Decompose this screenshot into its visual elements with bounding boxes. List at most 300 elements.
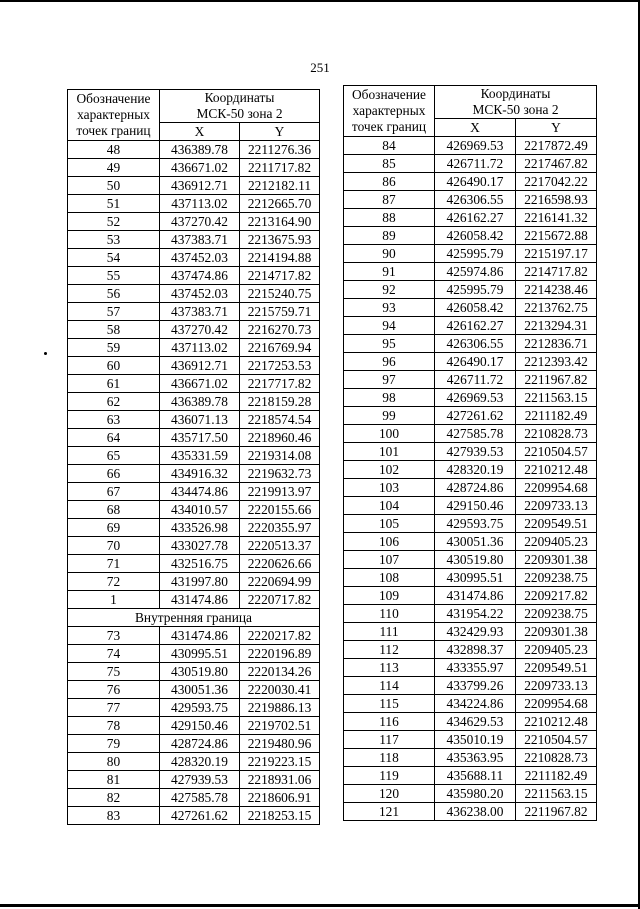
point-number-cell: 113 [344, 659, 435, 677]
y-coordinate-cell: 2214717.82 [516, 263, 597, 281]
table-row [344, 371, 597, 389]
table-row [68, 591, 320, 609]
point-number-cell: 68 [68, 501, 160, 519]
table-row [344, 569, 597, 587]
y-coordinate-cell: 2211563.15 [516, 389, 597, 407]
table-row [344, 155, 597, 173]
point-number-cell: 67 [68, 483, 160, 501]
scan-edge-bottom [0, 904, 640, 907]
x-coordinate-cell: 429593.75 [160, 699, 240, 717]
point-number-cell: 1 [68, 591, 160, 609]
y-coordinate-cell: 2210212.48 [516, 461, 597, 479]
y-coordinate-cell: 2211563.15 [516, 785, 597, 803]
table-row [68, 699, 320, 717]
x-coordinate-cell: 437452.03 [160, 249, 240, 267]
x-coordinate-cell: 426969.53 [435, 389, 516, 407]
x-coordinate-cell: 433526.98 [160, 519, 240, 537]
x-coordinate-cell: 429593.75 [435, 515, 516, 533]
table-row [344, 533, 597, 551]
point-number-cell: 73 [68, 627, 160, 645]
table-row [68, 573, 320, 591]
table-row [68, 501, 320, 519]
point-number-cell: 70 [68, 537, 160, 555]
x-coordinate-cell: 430051.36 [160, 681, 240, 699]
point-number-cell: 93 [344, 299, 435, 317]
y-coordinate-cell: 2210504.57 [516, 443, 597, 461]
point-number-cell: 53 [68, 231, 160, 249]
point-number-cell: 86 [344, 173, 435, 191]
designation-header-line: Обозначение [76, 91, 151, 106]
y-column-header: Y [240, 123, 320, 141]
table-row [344, 785, 597, 803]
table-row [68, 339, 320, 357]
y-coordinate-cell: 2218253.15 [240, 807, 320, 825]
point-number-cell: 90 [344, 245, 435, 263]
x-coordinate-cell: 426711.72 [435, 155, 516, 173]
x-coordinate-cell: 435980.20 [435, 785, 516, 803]
x-coordinate-cell: 425995.79 [435, 281, 516, 299]
x-coordinate-cell: 436912.71 [160, 357, 240, 375]
section-row [68, 609, 320, 627]
y-coordinate-cell: 2210828.73 [516, 425, 597, 443]
x-coordinate-cell: 433027.78 [160, 537, 240, 555]
point-number-cell: 51 [68, 195, 160, 213]
x-coordinate-cell: 427585.78 [160, 789, 240, 807]
table-row [344, 749, 597, 767]
y-coordinate-cell: 2209733.13 [516, 497, 597, 515]
y-coordinate-cell: 2213762.75 [516, 299, 597, 317]
x-coordinate-cell: 431474.86 [160, 591, 240, 609]
designation-header-line: характерных [352, 103, 426, 118]
point-number-cell: 118 [344, 749, 435, 767]
x-coordinate-cell: 432516.75 [160, 555, 240, 573]
point-number-cell: 85 [344, 155, 435, 173]
table-row [344, 263, 597, 281]
designation-header-line: точек границ [76, 123, 151, 138]
x-coordinate-cell: 437270.42 [160, 321, 240, 339]
point-number-cell: 99 [344, 407, 435, 425]
table-row [344, 695, 597, 713]
inner-boundary-label: Внутренняя граница [68, 609, 320, 627]
point-number-cell: 103 [344, 479, 435, 497]
y-coordinate-cell: 2211182.49 [516, 407, 597, 425]
table-header [68, 90, 320, 141]
designation-header [344, 86, 435, 137]
y-coordinate-cell: 2216270.73 [240, 321, 320, 339]
coordinates-header [160, 90, 320, 123]
table-row [344, 209, 597, 227]
point-number-cell: 120 [344, 785, 435, 803]
coordinates-header-line: Координаты [480, 86, 551, 101]
table-row [344, 245, 597, 263]
table-row [68, 285, 320, 303]
point-number-cell: 78 [68, 717, 160, 735]
point-number-cell: 81 [68, 771, 160, 789]
x-coordinate-cell: 430519.80 [435, 551, 516, 569]
table-row [344, 353, 597, 371]
y-coordinate-cell: 2213675.93 [240, 231, 320, 249]
x-coordinate-cell: 434916.32 [160, 465, 240, 483]
y-coordinate-cell: 2220694.99 [240, 573, 320, 591]
point-number-cell: 50 [68, 177, 160, 195]
point-number-cell: 101 [344, 443, 435, 461]
point-number-cell: 65 [68, 447, 160, 465]
y-coordinate-cell: 2220217.82 [240, 627, 320, 645]
table-row [344, 281, 597, 299]
table-row [344, 173, 597, 191]
table-row [344, 659, 597, 677]
table-row [68, 519, 320, 537]
point-number-cell: 89 [344, 227, 435, 245]
y-coordinate-cell: 2218574.54 [240, 411, 320, 429]
x-coordinate-cell: 436071.13 [160, 411, 240, 429]
table-row [68, 537, 320, 555]
y-coordinate-cell: 2220355.97 [240, 519, 320, 537]
point-number-cell: 83 [68, 807, 160, 825]
x-coordinate-cell: 436912.71 [160, 177, 240, 195]
point-number-cell: 110 [344, 605, 435, 623]
point-number-cell: 56 [68, 285, 160, 303]
point-number-cell: 100 [344, 425, 435, 443]
table-row [68, 429, 320, 447]
y-coordinate-cell: 2220134.26 [240, 663, 320, 681]
x-coordinate-cell: 426711.72 [435, 371, 516, 389]
point-number-cell: 94 [344, 317, 435, 335]
point-number-cell: 69 [68, 519, 160, 537]
point-number-cell: 59 [68, 339, 160, 357]
y-coordinate-cell: 2209954.68 [516, 479, 597, 497]
x-coordinate-cell: 430995.51 [160, 645, 240, 663]
point-number-cell: 80 [68, 753, 160, 771]
x-coordinate-cell: 437452.03 [160, 285, 240, 303]
y-coordinate-cell: 2217872.49 [516, 137, 597, 155]
x-coordinate-cell: 431954.22 [435, 605, 516, 623]
point-number-cell: 76 [68, 681, 160, 699]
point-number-cell: 114 [344, 677, 435, 695]
y-coordinate-cell: 2212182.11 [240, 177, 320, 195]
y-coordinate-cell: 2211276.36 [240, 141, 320, 159]
x-coordinate-cell: 428320.19 [435, 461, 516, 479]
table-row [344, 731, 597, 749]
x-coordinate-cell: 426162.27 [435, 317, 516, 335]
table-row [68, 231, 320, 249]
y-column-header: Y [516, 119, 597, 137]
y-coordinate-cell: 2210504.57 [516, 731, 597, 749]
point-number-cell: 57 [68, 303, 160, 321]
x-coordinate-cell: 429150.46 [435, 497, 516, 515]
table-row [68, 249, 320, 267]
point-number-cell: 109 [344, 587, 435, 605]
x-coordinate-cell: 437113.02 [160, 339, 240, 357]
point-number-cell: 54 [68, 249, 160, 267]
point-number-cell: 58 [68, 321, 160, 339]
y-coordinate-cell: 2209549.51 [516, 515, 597, 533]
designation-header-line: Обозначение [352, 87, 426, 102]
y-coordinate-cell: 2209405.23 [516, 533, 597, 551]
point-number-cell: 64 [68, 429, 160, 447]
point-number-cell: 111 [344, 623, 435, 641]
y-coordinate-cell: 2209549.51 [516, 659, 597, 677]
table-row [344, 461, 597, 479]
coordinates-table-right [343, 85, 597, 821]
y-coordinate-cell: 2209405.23 [516, 641, 597, 659]
x-coordinate-cell: 430995.51 [435, 569, 516, 587]
coordinates-header-line: Координаты [204, 90, 275, 105]
x-coordinate-cell: 437383.71 [160, 231, 240, 249]
y-coordinate-cell: 2209954.68 [516, 695, 597, 713]
table-row [344, 407, 597, 425]
x-coordinate-cell: 433355.97 [435, 659, 516, 677]
x-coordinate-cell: 436389.78 [160, 141, 240, 159]
table-row [68, 753, 320, 771]
y-coordinate-cell: 2216141.32 [516, 209, 597, 227]
point-number-cell: 74 [68, 645, 160, 663]
y-coordinate-cell: 2217042.22 [516, 173, 597, 191]
table-row [68, 177, 320, 195]
table-row [344, 515, 597, 533]
point-number-cell: 84 [344, 137, 435, 155]
x-coordinate-cell: 437474.86 [160, 267, 240, 285]
x-coordinate-cell: 436671.02 [160, 159, 240, 177]
x-coordinate-cell: 428724.86 [160, 735, 240, 753]
table-row [344, 425, 597, 443]
x-coordinate-cell: 429150.46 [160, 717, 240, 735]
point-number-cell: 52 [68, 213, 160, 231]
x-coordinate-cell: 436671.02 [160, 375, 240, 393]
x-coordinate-cell: 432898.37 [435, 641, 516, 659]
x-coordinate-cell: 431997.80 [160, 573, 240, 591]
y-coordinate-cell: 2219223.15 [240, 753, 320, 771]
x-coordinate-cell: 426162.27 [435, 209, 516, 227]
y-coordinate-cell: 2220717.82 [240, 591, 320, 609]
y-coordinate-cell: 2220626.66 [240, 555, 320, 573]
y-coordinate-cell: 2215240.75 [240, 285, 320, 303]
x-coordinate-cell: 427261.62 [435, 407, 516, 425]
y-coordinate-cell: 2219632.73 [240, 465, 320, 483]
page-number: 251 [310, 60, 330, 75]
designation-header [68, 90, 160, 141]
y-coordinate-cell: 2211967.82 [516, 371, 597, 389]
table-header [344, 86, 597, 137]
point-number-cell: 48 [68, 141, 160, 159]
y-coordinate-cell: 2217253.53 [240, 357, 320, 375]
point-number-cell: 63 [68, 411, 160, 429]
table-row [68, 627, 320, 645]
table-row [344, 713, 597, 731]
table-row [344, 443, 597, 461]
table-row [68, 465, 320, 483]
y-coordinate-cell: 2209733.13 [516, 677, 597, 695]
y-coordinate-cell: 2220513.37 [240, 537, 320, 555]
x-coordinate-cell: 435331.59 [160, 447, 240, 465]
point-number-cell: 72 [68, 573, 160, 591]
x-coordinate-cell: 425995.79 [435, 245, 516, 263]
y-coordinate-cell: 2211967.82 [516, 803, 597, 821]
point-number-cell: 87 [344, 191, 435, 209]
table-row [344, 641, 597, 659]
point-number-cell: 104 [344, 497, 435, 515]
x-coordinate-cell: 435717.50 [160, 429, 240, 447]
x-coordinate-cell: 434224.86 [435, 695, 516, 713]
y-coordinate-cell: 2220196.89 [240, 645, 320, 663]
table-row [68, 141, 320, 159]
x-coordinate-cell: 425974.86 [435, 263, 516, 281]
table-row [344, 317, 597, 335]
table-row [68, 771, 320, 789]
y-coordinate-cell: 2209238.75 [516, 605, 597, 623]
y-coordinate-cell: 2216769.94 [240, 339, 320, 357]
y-coordinate-cell: 2212393.42 [516, 353, 597, 371]
x-coordinate-cell: 435688.11 [435, 767, 516, 785]
point-number-cell: 121 [344, 803, 435, 821]
point-number-cell: 66 [68, 465, 160, 483]
x-coordinate-cell: 435010.19 [435, 731, 516, 749]
x-coordinate-cell: 426306.55 [435, 191, 516, 209]
table-row [68, 447, 320, 465]
designation-header-line: характерных [77, 107, 150, 122]
table-row [68, 555, 320, 573]
table-row [68, 807, 320, 825]
x-coordinate-cell: 427939.53 [435, 443, 516, 461]
y-coordinate-cell: 2218159.28 [240, 393, 320, 411]
table-row [68, 483, 320, 501]
point-number-cell: 79 [68, 735, 160, 753]
table-row [344, 389, 597, 407]
x-coordinate-cell: 432429.93 [435, 623, 516, 641]
coordinates-header-line: МСК-50 зона 2 [472, 102, 559, 117]
table-row [68, 267, 320, 285]
point-number-cell: 107 [344, 551, 435, 569]
table-row [344, 803, 597, 821]
y-coordinate-cell: 2219314.08 [240, 447, 320, 465]
y-coordinate-cell: 2220030.41 [240, 681, 320, 699]
y-coordinate-cell: 2219702.51 [240, 717, 320, 735]
x-column-header: X [435, 119, 516, 137]
table-row [68, 213, 320, 231]
table-row [68, 645, 320, 663]
table-row [68, 789, 320, 807]
table-row [344, 551, 597, 569]
y-coordinate-cell: 2213164.90 [240, 213, 320, 231]
table-row [68, 375, 320, 393]
x-coordinate-cell: 426058.42 [435, 299, 516, 317]
y-coordinate-cell: 2209301.38 [516, 623, 597, 641]
x-coordinate-cell: 436389.78 [160, 393, 240, 411]
y-coordinate-cell: 2215197.17 [516, 245, 597, 263]
x-coordinate-cell: 434010.57 [160, 501, 240, 519]
point-number-cell: 95 [344, 335, 435, 353]
x-coordinate-cell: 427261.62 [160, 807, 240, 825]
y-coordinate-cell: 2210828.73 [516, 749, 597, 767]
x-coordinate-cell: 431474.86 [160, 627, 240, 645]
x-coordinate-cell: 430519.80 [160, 663, 240, 681]
y-coordinate-cell: 2218931.06 [240, 771, 320, 789]
y-coordinate-cell: 2219480.96 [240, 735, 320, 753]
x-coordinate-cell: 437113.02 [160, 195, 240, 213]
table-row [68, 393, 320, 411]
y-coordinate-cell: 2215672.88 [516, 227, 597, 245]
scan-speck [44, 352, 47, 355]
point-number-cell: 88 [344, 209, 435, 227]
y-coordinate-cell: 2212665.70 [240, 195, 320, 213]
table-row [68, 303, 320, 321]
y-coordinate-cell: 2210212.48 [516, 713, 597, 731]
x-coordinate-cell: 434629.53 [435, 713, 516, 731]
inner-boundary-section [68, 609, 320, 627]
y-coordinate-cell: 2214717.82 [240, 267, 320, 285]
x-coordinate-cell: 426490.17 [435, 173, 516, 191]
table-row [344, 227, 597, 245]
point-number-cell: 105 [344, 515, 435, 533]
point-number-cell: 75 [68, 663, 160, 681]
point-number-cell: 115 [344, 695, 435, 713]
coordinates-table-left [67, 89, 320, 825]
x-coordinate-cell: 426306.55 [435, 335, 516, 353]
table-body [344, 137, 597, 821]
designation-header-line: точек границ [351, 119, 427, 134]
table-row [68, 195, 320, 213]
point-number-cell: 108 [344, 569, 435, 587]
coordinates-header-line: МСК-50 зона 2 [196, 106, 283, 121]
x-coordinate-cell: 433799.26 [435, 677, 516, 695]
table-row [344, 191, 597, 209]
point-number-cell: 97 [344, 371, 435, 389]
y-coordinate-cell: 2211717.82 [240, 159, 320, 177]
y-coordinate-cell: 2211182.49 [516, 767, 597, 785]
y-coordinate-cell: 2213294.31 [516, 317, 597, 335]
y-coordinate-cell: 2214238.46 [516, 281, 597, 299]
y-coordinate-cell: 2218606.91 [240, 789, 320, 807]
x-coordinate-cell: 428320.19 [160, 753, 240, 771]
table-row [68, 159, 320, 177]
x-coordinate-cell: 430051.36 [435, 533, 516, 551]
y-coordinate-cell: 2219886.13 [240, 699, 320, 717]
x-coordinate-cell: 428724.86 [435, 479, 516, 497]
point-number-cell: 71 [68, 555, 160, 573]
y-coordinate-cell: 2215759.71 [240, 303, 320, 321]
table-body-inner [68, 627, 320, 825]
point-number-cell: 117 [344, 731, 435, 749]
y-coordinate-cell: 2218960.46 [240, 429, 320, 447]
table-row [68, 321, 320, 339]
x-coordinate-cell: 437270.42 [160, 213, 240, 231]
table-row [344, 767, 597, 785]
y-coordinate-cell: 2216598.93 [516, 191, 597, 209]
x-coordinate-cell: 426058.42 [435, 227, 516, 245]
table-row [68, 717, 320, 735]
x-coordinate-cell: 431474.86 [435, 587, 516, 605]
table-row [68, 735, 320, 753]
table-row [344, 497, 597, 515]
point-number-cell: 49 [68, 159, 160, 177]
y-coordinate-cell: 2220155.66 [240, 501, 320, 519]
point-number-cell: 60 [68, 357, 160, 375]
x-coordinate-cell: 426490.17 [435, 353, 516, 371]
point-number-cell: 116 [344, 713, 435, 731]
table-row [344, 335, 597, 353]
y-coordinate-cell: 2209301.38 [516, 551, 597, 569]
point-number-cell: 82 [68, 789, 160, 807]
x-coordinate-cell: 435363.95 [435, 749, 516, 767]
y-coordinate-cell: 2217467.82 [516, 155, 597, 173]
x-coordinate-cell: 436238.00 [435, 803, 516, 821]
table-body-outer [68, 141, 320, 609]
point-number-cell: 62 [68, 393, 160, 411]
table-row [344, 299, 597, 317]
table-row [68, 411, 320, 429]
y-coordinate-cell: 2209238.75 [516, 569, 597, 587]
table-row [344, 677, 597, 695]
